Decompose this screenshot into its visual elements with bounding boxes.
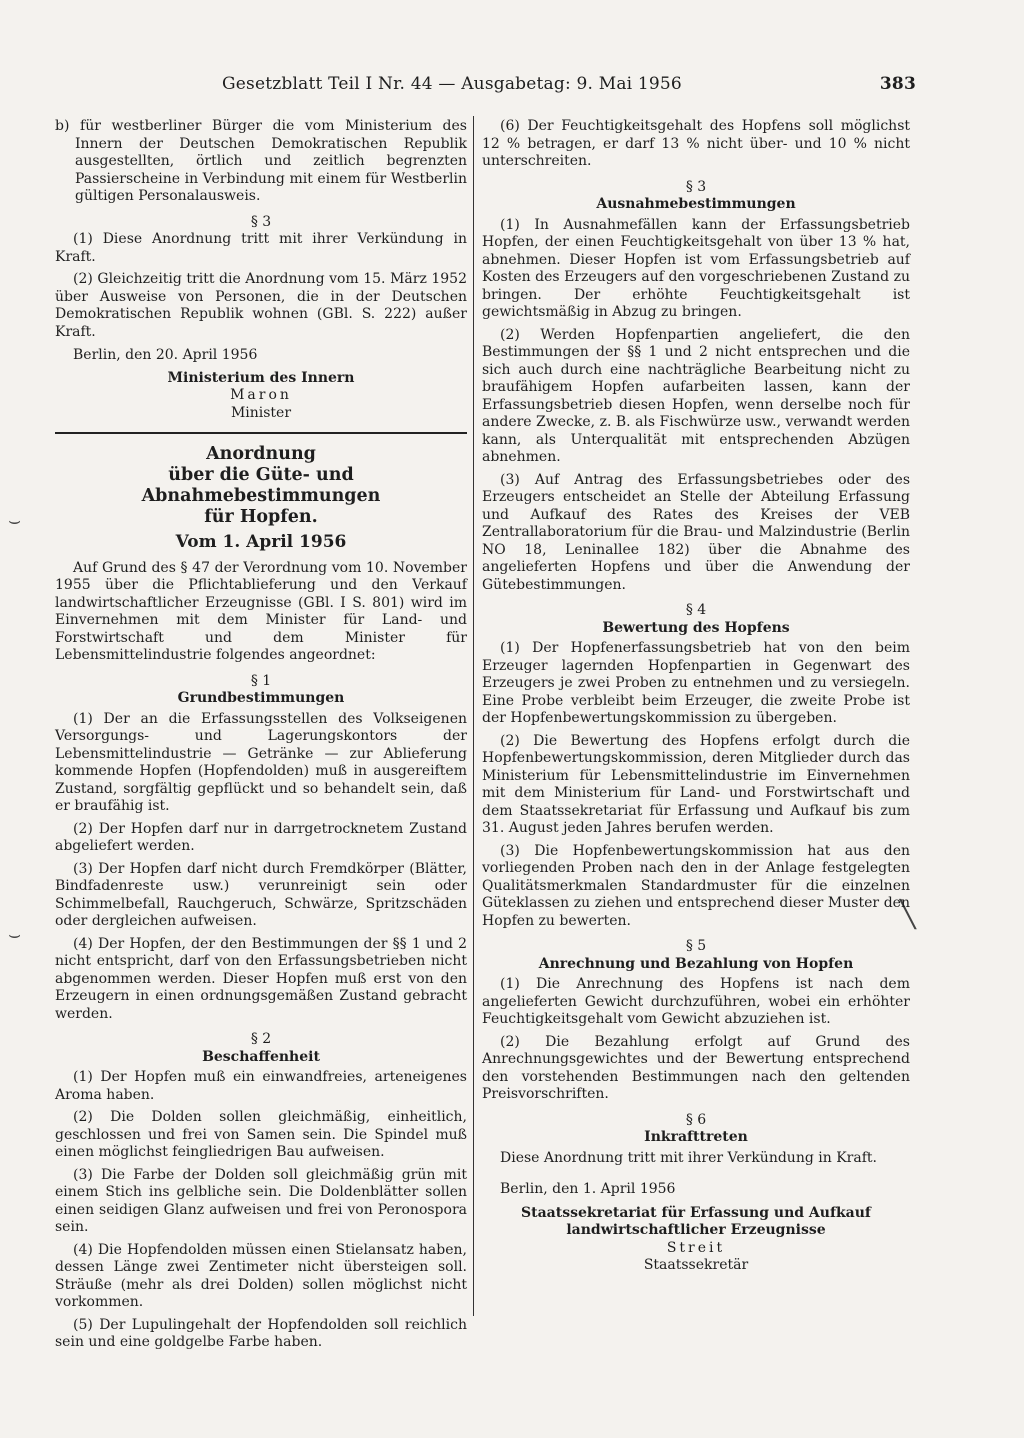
section-5-p1: (1) Die Anrechnung des Hopfens ist nach dem angelieferten Gewicht durchzuführen, wobei ein erhöhter Feuchtigkeitsgehalt vom Gewicht abzuziehen ist. (482, 976, 910, 1027)
header-title: Gesetzblatt Teil I Nr. 44 — Ausgabetag: 9. Mai 1956 (222, 74, 682, 94)
section-6-p1: Diese Anordnung tritt mit ihrer Verkündung in Kraft. (500, 1149, 877, 1166)
prev-place-date: Berlin, den 20. April 1956 (73, 347, 258, 363)
margin-mark: ╲ (900, 900, 916, 930)
signatory-role: Staatssekretär (643, 1257, 749, 1273)
decree-title-line-3: für Hopfen. (204, 507, 318, 527)
signatory-name: Streit (666, 1239, 726, 1256)
section-2-p3: (3) Die Farbe der Dolden soll gleichmäßig grün mit einem Stich ins gelbliche sein. Die Doldenblätter sollen einen seidigen Glanz aufweisen und frei von Peronospora sein. (55, 1166, 467, 1235)
section-2-title: Beschaffenheit (202, 1048, 320, 1065)
left-column (55, 118, 467, 1357)
section-6-title: Inkrafttreten (644, 1129, 748, 1145)
margin-mark: ⌣ (8, 922, 22, 946)
decree-date: Vom 1. April 1956 (175, 532, 347, 552)
prev-signatory-org: Ministerium des Innern (167, 369, 355, 386)
section-3-number: § 3 (685, 178, 707, 195)
prev-signatory-role: Minister (230, 404, 292, 421)
section-3-title: Ausnahmebestimmungen (596, 196, 796, 212)
section-4-title: Bewertung des Hopfens (602, 619, 790, 636)
section-5-number: § 5 (685, 938, 707, 954)
section-4-p2: (2) Die Bewertung des Hopfens erfolgt durch die Hopfenbewertungskommission, deren Mitglieder durch das Ministerium für Lebensmittelindustrie im Einvernehmen mit dem Ministerium für Land- und Forstwirtschaft und dem Staatssekretariat für Erfassung und Aufkauf bis zum 31. August jeden Jahres berufen werden. (482, 732, 910, 836)
section-1-title: Grundbestimmungen (177, 690, 345, 706)
section-3-p3: (3) Auf Antrag des Erfassungsbetriebes oder des Erzeugers entscheidet an Stelle der Abteilung Erfassung und Aufkauf des Rates des Kreises der VEB Zentrallaboratorium für die Brau- und Malzindustrie (Berlin NO 18, Leninallee 182) über die Abnahme des angelieferten Hopfens und über die Anwendung der Gütebestimmungen. (482, 471, 910, 593)
page-header (222, 74, 922, 94)
section-4-p1: (1) Der Hopfenerfassungsbetrieb hat von den beim Erzeuger lagernden Hopfenpartien in Gegenwart des Erzeugers je zwei Proben zu entnehmen und zu versiegeln. Eine Probe verbleibt beim Erzeuger, die zweite Probe ist der Hopfenbewertungskommission zu übergeben. (482, 640, 910, 726)
section-2-p5: (5) Der Lupulingehalt der Hopfendolden soll reichlich sein und eine goldgelbe Farbe haben. (55, 1316, 467, 1350)
section-divider (55, 432, 467, 434)
section-1-number: § 1 (250, 672, 272, 689)
section-4-p3: (3) Die Hopfenbewertungskommission hat aus den vorliegenden Proben nach den in der Anlage festgelegten Qualitätsmerkmalen Standardmuster für die einzelnen Güteklassen zu ziehen und entsprechend dieser Muster den Hopfen zu bewerten. (482, 842, 910, 929)
section-6-number: § 6 (685, 1111, 707, 1128)
section-3-p2: (2) Werden Hopfenpartien angeliefert, die den Bestimmungen der §§ 1 und 2 nicht entsprechen und die sich auch durch eine nachträgliche Bearbeitung nicht zu braufähigem Hopfen aufarbeiten lassen, kann der Erfassungsbetrieb diesen Hopfen, wenn derselbe noch für andere Zwecke, z. B. als Fischwürze usw., verwandt werden kann, als Unterqualität mit entsprechenden Abzügen abnehmen. (482, 326, 910, 465)
decree-title-line-1: Anordnung (206, 444, 316, 464)
column-separator (473, 116, 474, 1316)
page-number: 383 (879, 74, 916, 94)
preamble: Auf Grund des § 47 der Verordnung vom 10. November 1955 über die Pflichtablieferung und den Verkauf landwirtschaftlicher Erzeugnisse (GBl. I S. 801) wird im Einvernehmen mit dem Minister für Land- und Forstwirtschaft und dem Minister für Lebensmittelindustrie folgendes angeordnet: (55, 559, 467, 663)
prev-section-3-p1: (1) Diese Anordnung tritt mit ihrer Verkündung in Kraft. (55, 231, 467, 265)
prev-section-3-number: § 3 (250, 213, 272, 230)
signatory-org-line-1: Staatssekretariat für Erfassung und Aufkauf (521, 1204, 871, 1221)
decree-title-line-2: über die Güte- und Abnahmebestimmungen (141, 465, 381, 506)
section-5-title: Anrechnung und Bezahlung von Hopfen (538, 955, 854, 972)
section-1-p3: (3) Der Hopfen darf nicht durch Fremdkörper (Blätter, Bindfadenreste usw.) verunreinigt sein oder Schimmelbefall, Rauchgeruch, Schwärze, Spritzschäden oder dergleichen aufweisen. (55, 860, 467, 929)
section-2-p6: (6) Der Feuchtigkeitsgehalt des Hopfens soll möglichst 12 % betragen, er darf 13 % nicht über- und 10 % nicht unterschreiten. (482, 118, 910, 169)
section-1-p4: (4) Der Hopfen, der den Bestimmungen der §§ 1 und 2 nicht entspricht, darf von den Erfassungsbetrieben nicht abgenommen werden. Dieser Hopfen muß erst von den Erzeugern in einen ordnungsgemäßen Zustand gebracht werden. (55, 935, 467, 1022)
right-column (482, 118, 910, 1275)
prev-item-b: b) für westberliner Bürger die vom Ministerium des Innern der Deutschen Demokratischen Republik ausgestellten, örtlich und zeitlich begrenzten Passierscheine in Verbindung mit einem für Westberlin gültigen Personalausweis. (55, 118, 467, 204)
margin-mark: ⌣ (8, 508, 22, 532)
prev-section-3-p2: (2) Gleichzeitig tritt die Anordnung vom 15. März 1952 über Ausweise von Personen, die in der Deutschen Demokratischen Republik wohnen (GBl. S. 222) außer Kraft. (55, 271, 467, 340)
section-2-p4: (4) Die Hopfendolden müssen einen Stielansatz haben, dessen Länge zwei Zentimeter nicht übersteigen soll. Sträuße (mehr als drei Dolden) sollen möglichst nicht vorkommen. (55, 1241, 467, 1310)
signatory-org-line-2: landwirtschaftlicher Erzeugnisse (566, 1222, 826, 1238)
section-2-p1: (1) Der Hopfen muß ein einwandfreies, arteneigenes Aroma haben. (55, 1069, 467, 1103)
section-1-p1: (1) Der an die Erfassungsstellen des Volkseigenen Versorgungs- und Lagerungskontors der Lebensmittelindustrie — Getränke — zur Ablieferung kommende Hopfen (Hopfendolden) muß in ausgereiftem Zustand, sorgfältig gepflückt und so behandelt sein, daß er braufähig ist. (55, 710, 467, 814)
section-5-p2: (2) Die Bezahlung erfolgt auf Grund des Anrechnungsgewichtes und der Bewertung entsprechend den vorstehenden Bestimmungen nach den geltenden Preisvorschriften. (482, 1033, 910, 1102)
section-3-p1: (1) In Ausnahmefällen kann der Erfassungsbetrieb Hopfen, der einen Feuchtigkeitsgehalt von über 13 % hat, abnehmen. Dieser Hopfen ist vom Erfassungsbetrieb auf Kosten des Erzeugers auf den vorgeschriebenen Zustand zu bringen. Der erhöhte Feuchtigkeitsgehalt ist gewichtsmäßig in Abzug zu bringen. (482, 216, 910, 320)
place-date: Berlin, den 1. April 1956 (500, 1181, 676, 1197)
section-2-p2: (2) Die Dolden sollen gleichmäßig, einheitlich, geschlossen und frei von Samen sein. Die Spindel muß einen möglichst feingliedrigen Bau aufweisen. (55, 1109, 467, 1160)
section-4-number: § 4 (685, 602, 707, 618)
prev-signatory-name: Maron (230, 387, 292, 403)
section-2-number: § 2 (250, 1031, 272, 1047)
section-1-p2: (2) Der Hopfen darf nur in darrgetrocknetem Zustand abgeliefert werden. (55, 820, 467, 854)
